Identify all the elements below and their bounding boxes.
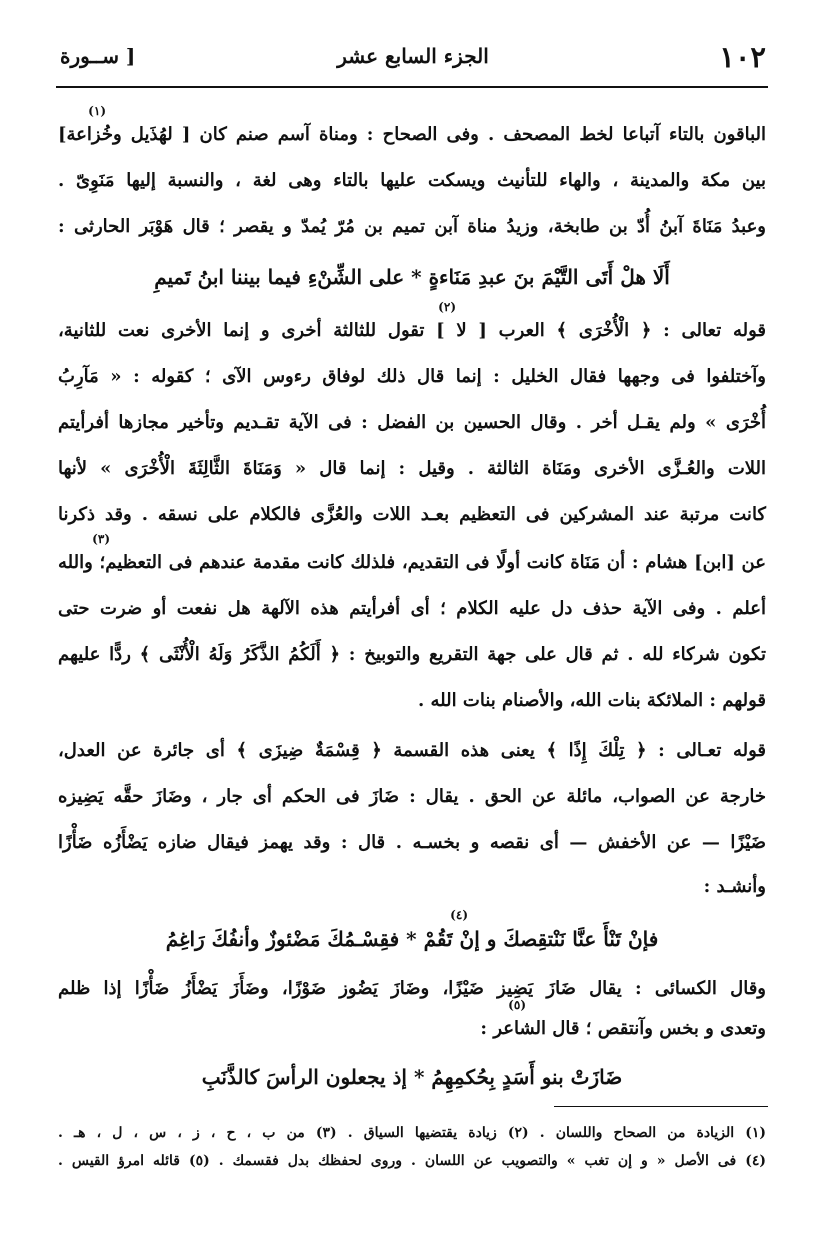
footnote-line: (١) الزيادة من الصحاح واللسان . (٢) زيادة يقتضيها السياق . (٣) من ب ، ح ، ز ، س ، ل ، هـ . xyxy=(58,1125,766,1141)
footnote-marker: (٣) xyxy=(92,532,110,546)
running-title: الجزء السابع عشر xyxy=(337,44,489,68)
body-line: ضَيْزًا — عن الأخفش — أى نقصه و بخسـه . قال : وقد يهمز فيقال ضازه يَضْأَزُه ضَأْزًا xyxy=(58,832,766,853)
verse-line: فإنْ تَنْأَ عنَّا نَنْتقِصكَ و إنْ تَقُمْ * فقِسْـمُكَ مَضْئوزٌ وأنفُكَ رَاغِمُ xyxy=(165,927,659,951)
body-line: قولهم : الملائكة بنات الله، والأصنام بنات الله . xyxy=(418,690,766,711)
footnote-line: (٤) فى الأصل « و إن تغب » والتصويب عن اللسان . وروى لحفظك بدل فقسمك . (٥) قائله امرؤ القيس . xyxy=(58,1153,766,1169)
verse-line: أَلَا هلْ أَتَى التَّيْمَ بنَ عبدِ مَنَاءةٍ * على الشِّنْءِ فيما بيننا ابنُ تَميمِ xyxy=(154,265,670,289)
body-line: وأنشـد : xyxy=(703,876,766,897)
body-line: كانت مرتبة عند المشركين فى التعظيم بعـد اللات والعُزَّى فالكلام على نسقه . وقد ذكرنا xyxy=(58,504,766,525)
footnote-marker: (١) xyxy=(88,104,106,118)
footnote-marker: (٢) xyxy=(438,300,456,314)
body-line: عن [ابن] هشام : أن مَنَاة كانت أولًا فى التقديم، فلذلك كانت مقدمة عندهم فى التعظيم؛ والله xyxy=(58,552,766,573)
page-header xyxy=(60,38,766,88)
body-line: تكون شركاء لله . ثم قال على جهة التقريع والتوبيخ : ﴿ أَلَكُمُ الذَّكَرُ وَلَهُ الْأُنْثَى ﴾ ردًّا عليهم xyxy=(58,644,766,665)
footnote-divider xyxy=(554,1106,768,1107)
header-divider xyxy=(56,86,768,88)
body-line: خارجة عن الصواب، مائلة عن الحق . يقال : ضَازَ فى الحكم أى جار ، وضَازَ حقَّه يَضِيزه xyxy=(58,786,766,807)
footnote-marker: (٥) xyxy=(508,998,526,1012)
footnote-marker: (٤) xyxy=(450,908,468,922)
page-number: ١٠٢ xyxy=(719,40,766,74)
body-line: قوله تعالى : ﴿ الْأُخْرَى ﴾ العرب [ لا ] تقول للثالثة أخرى و إنما الأخرى نعت للثانية، xyxy=(58,320,766,341)
body-line: بين مكة والمدينة ، والهاء للتأنيث ويسكت عليها بالتاء وهى لغة ، والنسبة إليها مَنَوِىّ . xyxy=(58,170,766,191)
verse-line: ضَازَتْ بنو أَسَدٍ بِحُكمِهِمُ * إذ يجعلون الرأسَ كالذَّنَبِ xyxy=(201,1065,623,1089)
body-line: أُخْرَى » ولم يقـل أخر . وقال الحسين بن الفضل : فى الآية تقـديم وتأخير مجازها أفرأيتم xyxy=(58,412,766,433)
surah-label: [ ســورة xyxy=(60,44,136,68)
body-line: وآختلفوا فى وجهها فقال الخليل : إنما قال ذلك لوفاق رءوس الآى ؛ كقوله : « مَآرِبُ xyxy=(58,366,766,387)
body-line: وتعدى و بخس وآنتقص ؛ قال الشاعر : xyxy=(480,1018,766,1039)
body-line: أعلم . وفى الآية حذف دل عليه الكلام ؛ أى أفرأيتم هذه الآلهة هل نفعت أو ضرت حتى xyxy=(58,598,766,619)
body-line: الباقون بالتاء آتباعا لخط المصحف . وفى الصحاح : ومناة آسم صنم كان [ لهُذَيل وخُزاعة] xyxy=(58,124,766,145)
body-line: قوله تعـالى : ﴿ تِلْكَ إِذًا ﴾ يعنى هذه القسمة ﴿ قِسْمَةٌ ضِيزَى ﴾ أى جائرة عن العدل، xyxy=(58,740,766,761)
body-line: وقال الكسائى : يقال ضَازَ يَضِيز ضَيْزًا، وضَازَ يَضُوز ضَوْزًا، وضَأَزَ يَضْأَزُ ضَأْزًا إذا ظلم xyxy=(58,978,766,999)
body-line: وعبدُ مَنَاةَ آبنُ أُدّ بن طابخة، وزيدُ مناة آبن تميم بن مُرّ يُمدّ و يقصر ؛ قال هَوْبَر الحارثى : xyxy=(58,216,766,237)
body-line: اللات والعُـزَّى الأخرى ومَنَاة الثالثة . وقيل : إنما قال « وَمَنَاةَ الثَّالِثَةَ الْأُخْرَى » لأنها xyxy=(58,458,766,479)
